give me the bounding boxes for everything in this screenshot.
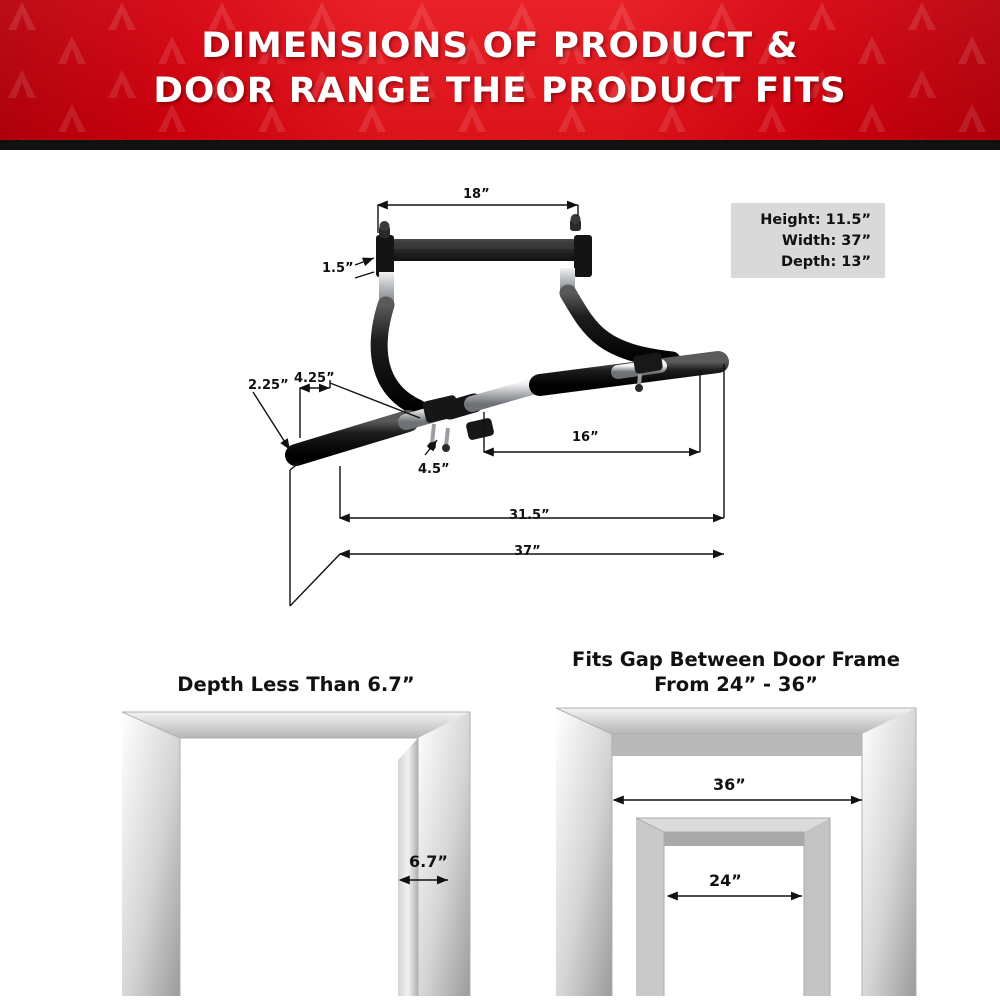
dim-label-top-bar: 18” [463, 187, 490, 202]
main-grip-bar [296, 362, 718, 455]
callout-depth: 6.7” [409, 852, 448, 871]
dim-label-handle-offset-a: 2.25” [248, 378, 289, 393]
dim-label-mid-width: 31.5” [509, 508, 550, 523]
dim-label-bracket-height: 1.5” [322, 261, 354, 276]
left-curved-arm [379, 305, 418, 408]
title-line-2: DOOR RANGE THE PRODUCT FITS [153, 70, 847, 111]
section-title-gap [548, 647, 924, 698]
vertical-posts [379, 268, 575, 308]
spec-height: Height: 11.5” [760, 212, 871, 228]
callout-inner-gap: 24” [709, 871, 742, 890]
section-title-gap-line1: Fits Gap Between Door Frame [572, 648, 900, 671]
dim-label-inner-grip: 16” [572, 430, 599, 445]
dim-label-foot-offset: 4.5” [418, 462, 450, 477]
section-title-gap-line2: From 24” - 36” [654, 673, 818, 697]
spec-width: Width: 37” [781, 233, 871, 250]
title-line-1: DIMENSIONS OF PRODUCT & [201, 26, 799, 66]
top-mount-bar [376, 214, 592, 277]
dim-label-total-width: 37” [514, 544, 541, 559]
right-curved-arm [568, 293, 672, 360]
door-frame-gap-illustration [556, 708, 916, 996]
spec-box [731, 203, 885, 278]
spec-depth: Depth: 13” [780, 254, 871, 271]
callout-outer-gap: 36” [713, 775, 746, 794]
product-illustration [296, 214, 718, 455]
dim-label-handle-offset-b: 4.25” [294, 371, 335, 386]
section-title-depth: Depth Less Than 6.7” [177, 673, 415, 696]
